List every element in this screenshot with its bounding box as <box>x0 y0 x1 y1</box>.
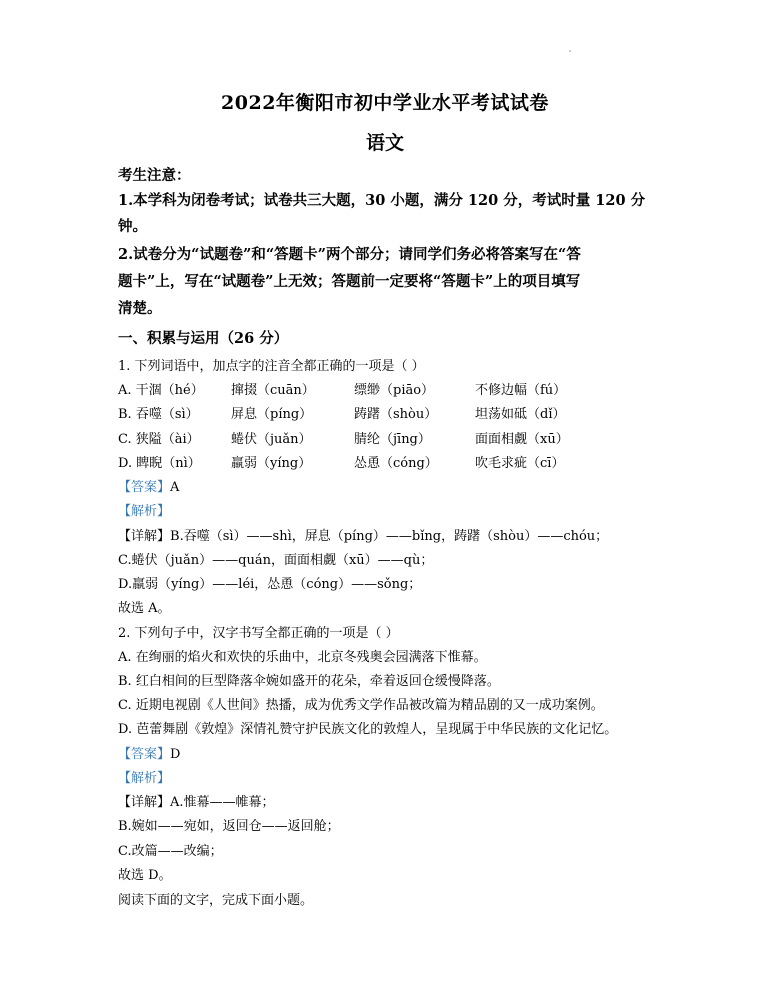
page-subtitle: 语文 <box>365 132 404 154</box>
question-2-stem: 2. 下列句子中，汉字书写全都正确的一项是（ ） <box>118 626 399 641</box>
page-title: 2022年衡阳市初中学业水平考试试卷 <box>221 92 549 114</box>
detail-label: 【详解】 <box>118 795 171 810</box>
option-word: 撺掇（cuān） <box>231 383 315 398</box>
question-1-analysis-label: 【解析】 <box>118 504 171 519</box>
question-2-option-b: B. 红白相间的巨型降落伞婉如盛开的花朵，牵着返回仓缓慢降落。 <box>118 674 500 689</box>
question-2-detail-2: B.婉如——宛如，返回仓——返回舱； <box>118 819 340 834</box>
option-word: 腈纶（jīng） <box>354 432 431 447</box>
option-word: 坦荡如砥（dǐ） <box>475 407 566 422</box>
answer-value: D <box>170 747 181 762</box>
section-heading: 一、积累与运用（26 分） <box>118 330 289 347</box>
question-1-option-d <box>118 452 564 471</box>
reading-prompt: 阅读下面的文字，完成下面小题。 <box>118 893 314 908</box>
answer-label: 【答案】 <box>118 747 171 762</box>
notice-1-line-1: 1.本学科为闭卷考试；试卷共三大题，30 小题，满分 120 分，考试时量 120 分 <box>118 192 646 209</box>
detail-label: 【详解】 <box>118 529 171 544</box>
question-2-analysis-label: 【解析】 <box>118 771 171 786</box>
question-2-option-d: D. 芭蕾舞剧《敦煌》深情礼赞守护民族文化的敦煌人，呈现属于中华民族的文化记忆。 <box>118 722 618 737</box>
question-1-answer <box>118 476 179 495</box>
question-2-detail-3: C.改篇——改编； <box>118 844 223 859</box>
question-1-conclusion: 故选 A。 <box>118 601 171 616</box>
question-2-answer <box>118 743 180 762</box>
option-word: 怂恿（cóng） <box>354 456 438 471</box>
option-word: A. 干涸（hé） <box>118 383 204 398</box>
answer-value: A <box>170 480 180 495</box>
question-2-detail-1 <box>118 791 275 810</box>
question-2-option-c: C. 近期电视剧《人世间》热播，成为优秀文学作品被改篇为精品剧的又一成功案例。 <box>118 698 604 713</box>
option-word: 羸弱（yíng） <box>231 456 312 471</box>
option-word: 蜷伏（juǎn） <box>231 432 312 447</box>
option-word: C. 狭隘（ài） <box>118 432 200 447</box>
notice-2-line-2: 题卡”上，写在“试题卷”上无效；答题前一定要将“答题卡”上的项目填写 <box>118 273 581 290</box>
question-1-detail-2: C.蜷伏（juǎn）——quán，面面相觑（xū）——qù； <box>118 553 434 568</box>
question-2-conclusion: 故选 D。 <box>118 868 172 883</box>
option-word: B. 吞噬（sì） <box>118 407 199 422</box>
question-1-option-c <box>118 428 569 447</box>
question-2-option-a: A. 在绚丽的焰火和欢快的乐曲中，北京冬残奥会园满落下惟幕。 <box>118 650 487 665</box>
option-word: 吹毛求疵（cī） <box>475 456 565 471</box>
option-word: 踌躇（shòu） <box>354 407 438 422</box>
option-word: 缥缈（piāo） <box>354 383 435 398</box>
question-1-detail-1 <box>118 525 608 544</box>
option-word: 不修边幅（fú） <box>475 383 567 398</box>
option-word: D. 睥睨（nì） <box>118 456 201 471</box>
notice-heading: 考生注意： <box>118 167 191 184</box>
detail-text: B.吞噬（sì）——shì，屏息（píng）——bǐng，踌躇（shòu）——chóu； <box>170 529 609 544</box>
option-word: 面面相觑（xū） <box>475 432 569 447</box>
notice-2-line-1: 2.试卷分为“试题卷”和“答题卡”两个部分；请同学们务必将答案写在“答 <box>118 246 581 263</box>
scan-speck <box>569 50 571 52</box>
option-word: 屏息（píng） <box>231 407 313 422</box>
answer-label: 【答案】 <box>118 480 171 495</box>
question-1-option-a <box>118 379 566 398</box>
notice-2-line-3: 清楚。 <box>118 300 162 317</box>
notice-1-line-2: 钟。 <box>118 218 147 235</box>
question-1-detail-3: D.羸弱（yíng）——léi，怂恿（cóng）——sǒng； <box>118 577 422 592</box>
detail-text: A.惟幕——帷幕； <box>170 795 275 810</box>
question-1-option-b <box>118 403 565 422</box>
question-1-stem: 1. 下列词语中，加点字的注音全都正确的一项是（ ） <box>118 359 425 374</box>
